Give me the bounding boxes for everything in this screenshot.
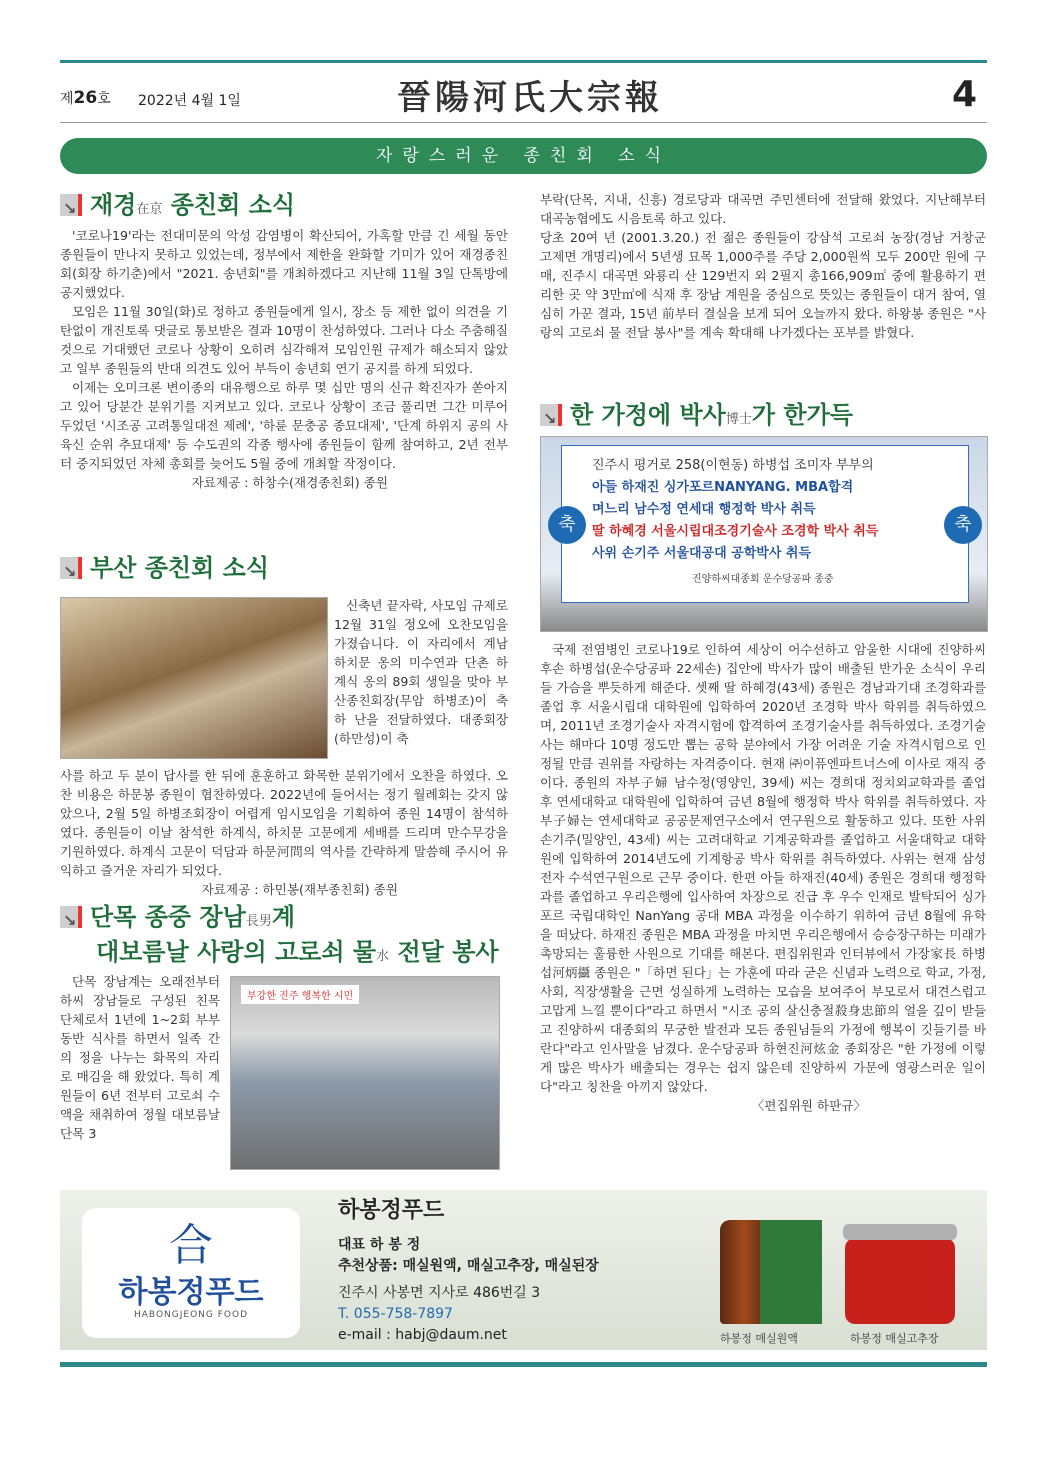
paper-name: 晉陽河氏大宗報: [397, 78, 663, 118]
maesil-extract-box: [760, 1220, 822, 1324]
issue-date: 2022년 4월 1일: [138, 93, 241, 109]
article2-heading: ↘ 부산 종친회 소식: [60, 553, 269, 583]
gorosoe-delivery-photo: [230, 976, 500, 1170]
banner-line: 딸 하혜경 서울시립대조경기술사 조경학 박사 취득: [592, 524, 879, 539]
banner-line: 진주시 평거로 258(이현동) 하병섭 조미자 부부의: [592, 458, 874, 473]
ad-text: [338, 1200, 599, 1346]
article1-heading: ↘ 재경在京 종친회 소식: [60, 190, 295, 225]
article3-continued: 부락(단목, 지내, 신흥) 경로당과 대곡면 주민센터에 전달해 왔었다. 지난해부터 대곡농협에도 시음토록 하고 있다. 당초 20여 년 (2001.3.20.) 전 젊은 종원들이 강삼석 고로쇠 농장(경남 거창군 고제면 개명리)에서 5년생 묘목 1,000주를 주당 2,000원씩 모두 200만 원에 구매, 진주시 대곡면 와룡리 산 129번지 외 2필지 총166,909㎡ 중에 활용하기 편리한 곳 약 3만㎡에 식재 후 장남 계원을 중심으로 뜻있는 종원들이 대거 참여, 열심히 가꾼 결과, 15년 前부터 결실을 보게 되어 오늘까지 왔다. 하왕봉 종원은 "사랑의 고로쇠 물 전달 봉사"를 계속 확대해 나가겠다는 포부를 밝혔다.: [540, 192, 986, 340]
article3-heading: ↘ 단목 종중 장남長男계 대보름날 사랑의 고로쇠 물水 전달 봉사: [60, 902, 499, 972]
arrow-icon: ↘: [60, 557, 82, 579]
company-name: 하봉정푸드: [338, 1198, 445, 1223]
busan-meeting-photo: [60, 597, 328, 759]
company-phone: T. 055-758-7897: [338, 1306, 453, 1322]
article2-body: 사를 하고 두 분이 답사를 한 뒤에 훈훈하고 화목한 분위기에서 오찬을 하였다. 오찬 비용은 하문봉 종원이 협찬하였다. 2022년에 들어서는 정기 월례회는 갖지 않았으나, 2월 5일 하병조회장이 어렵게 임시모임을 기획하여 종원 14명이 참석하였다. 종원들이 이날 참석한 하계식, 하치문 고문에게 세배를 드리며 만수무강을 기원하였다. 하계식 고문이 덕담과 하문河問의 역사를 간략하게 말씀해 주시어 유익하고 즐거운 자리가 되었다. 자료제공 : 하민봉(재부종친회) 종원: [60, 768, 508, 897]
recommended-products: 추천상품: 매실원액, 매실고추장, 매실된장: [338, 1258, 599, 1274]
company-email: e-mail : habj@daum.net: [338, 1327, 507, 1343]
badge-left: 축: [548, 506, 586, 544]
arrow-icon: ↘: [540, 404, 562, 426]
article3-side-text: 단목 장남계는 오래전부터 하씨 장남들로 구성된 친목 단체로서 1년에 1~2회 부부 동반 식사를 하면서 일족 간의 정을 나누는 화목의 자리로 매김을 해 왔었다. 특히 계원들이 6년 전부터 고로쇠 수액을 채취하여 정월 대보름날 단목 3: [60, 974, 220, 1141]
article4-heading: ↘ 한 가정에 박사博士가 한가득: [540, 400, 853, 435]
bottom-rule: [60, 1362, 987, 1367]
issue-number: 제26호: [60, 88, 111, 108]
advertisement: [60, 1190, 987, 1350]
badge-right: 축: [944, 506, 982, 544]
banner-line: 진양하씨대종회 운수당공파 종중: [692, 574, 834, 585]
article4-body: 국제 전염병인 코로나19로 인하여 세상이 어수선하고 암울한 시대에 진양하씨 후손 하병섭(운수당공파 22세손) 집안에 박사가 많이 배출된 반가운 소식이 우리들 가슴을 뿌듯하게 해준다. 셋째 딸 하혜경(43세) 종원은 경남과기대 조경학과를 졸업 후 서울시립대 대학원에 입학하여 2020년 조경학 박사 학위를 취득하였으며, 2011년 조경기술사 자격시험에 합격하여 조경기술사를 취득하였다. 조경기술사는 해마다 10명 정도만 뽑는 공학 분야에서 가장 어려운 기술 자격시험으로 인정될 만큼 권위를 자랑하는 자격증이다. 현재 ㈜이퓨엔파트너스에 이사로 재직 중이다. 종원의 자부子婦 남수정(영양인, 39세) 씨는 경희대 정치외교학과를 졸업 후 연세대학교 대학원에 입학하여 금년 8월에 행정학 박사 학위를 취득하였다. 자부子婦는 연세대학교 공공문제연구소에서 연구원으로 활동하고 있다. 또한 사위 손기주(밀양인, 43세) 씨는 고려대학교 기계공학과를 졸업하고 서울대학교 대학원에 입학하여 2014년도에 기계항공 박사 학위를 취득하였다. 사위는 현재 삼성전자 수석연구원으로 근무 중이다. 한편 아들 하재진(40세) 종원은 경희대 행정학과를 졸업하고 우리은행에 입사하여 차장으로 진급 후 우수 인재로 발탁되어 싱가포르 국립대학인 NanYang 공대 MBA 과정을 이수하기 위하여 금년 8월에 유학을 떠났다. 하재진 종원은 MBA 과정을 마치면 우리은행에서 승승장구하는 미래가 촉망되는 훌륭한 사원으로 기대를 해본다. 편집위원과 인터뷰에서 가장家長 하병섭河炳攝 종원은 "「하면 된다」는 가훈에 따라 굳은 신념과 노력으로 학교, 가정, 사회, 직장생활을 근면 성실하게 노력하는 모습을 보여주어 부모로서 대견스럽고 고맙게 느낄 뿐이다"라고 하면서 "시조 공의 살신충절殺身忠節의 얼을 깊이 받들고 진양하씨 대종회의 무궁한 발전과 모든 종원님들의 가정에 행복이 깃들기를 바란다"라고 인사말을 남겼다. 운수당공파 하현진河炫金 종회장은 "한 가정에 이렇게 많은 박사가 배출되는 경우는 쉽지 않은데 진양하씨 가문에 영광스러운 일이다"라고 칭찬을 아끼지 않았다. 〈편집위원 하판규〉: [540, 642, 986, 1113]
article1-body: '코로나19'라는 전대미문의 악성 감염병이 확산되어, 가혹할 만큼 긴 세월 동안 종원들이 만나지 못하고 있었는데, 정부에서 제한을 완화할 기미가 있어 재경종친회(회장 하기춘)에서 "2021. 송년회"를 개최하겠다고 지난해 11월 3일 단톡방에 공지했었다. 모임은 11월 30일(화)로 정하고 종원들에게 일시, 장소 등 제한 없이 의견을 기탄없이 개진토록 댓글로 통보받은 결과 10명이 찬성하였다. 그러나 다소 주춤해질 것으로 기대했던 코로나 상황이 오히려 심각해져 모임인원 규제가 해소되지 않았고 일부 종원들의 반대 의견도 있어 부득이 송년회 연기 공지를 하게 되었다. 이제는 오미크론 변이종의 대유행으로 하루 몇 십만 명의 신규 확진자가 쏟아지고 있어 당분간 분위기를 지켜보고 있다. 코로나 상황이 조금 풀리면 그간 미루어 두었던 '시조공 고려통일대전 제례', '하륜 문충공 종묘대제', '단계 하위지 공의 사육신 순위 추묘대제' 등 수도권의 각종 행사에 종원들이 함께 참여하고, 2년 전부터 중지되었던 자체 총회를 늦어도 5월 중에 개최할 작정이다. 자료제공 : 하창수(재경종친회) 종원: [60, 228, 508, 490]
header-rule: [60, 122, 987, 123]
product-caption-2: 하봉정 매실고추장: [850, 1332, 939, 1345]
masthead: [60, 70, 987, 120]
logo-name: 하봉정푸드: [118, 1275, 264, 1310]
banner-line: 사위 손기주 서울대공대 공학박사 취득: [592, 546, 812, 561]
ceo-name: 대표 하 봉 정: [338, 1237, 421, 1253]
arrow-icon: ↘: [60, 194, 82, 216]
logo-english: HABONGJEONG FOOD: [134, 1310, 248, 1320]
page-number: 4: [951, 74, 977, 115]
banner-line: 아들 하재진 싱가포르NANYANG. MBA합격: [592, 480, 854, 495]
photo-sign: 부강한 진주 행복한 시민: [241, 985, 359, 1004]
banner-line: 며느리 남수정 연세대 행정학 박사 취득: [592, 502, 816, 517]
arrow-icon: ↘: [60, 906, 82, 928]
product-caption-1: 하봉정 매실원액: [720, 1332, 798, 1345]
article2-side-text: 신축년 끝자락, 사모임 규제로 12월 31일 정오에 오찬모임을 가졌습니다. 이 자리에서 계남 하치문 옹의 미수연과 단촌 하계식 옹의 89회 생일을 맞아 부산종친회장(무암 하병조)이 축하 난을 전달하였다. 대종회장(하만성)이 축: [334, 598, 508, 746]
company-address: 진주시 사봉면 지사로 486번길 3: [338, 1285, 541, 1301]
section-banner: 자랑스러운 종친회 소식: [60, 138, 987, 174]
congratulation-banner: [558, 445, 972, 603]
celebration-banner-photo: [540, 436, 988, 632]
top-rule: [60, 60, 987, 63]
logo-icon: 合: [169, 1220, 213, 1271]
maesil-gochujang-jar: [845, 1238, 955, 1324]
company-logo: [82, 1208, 300, 1338]
